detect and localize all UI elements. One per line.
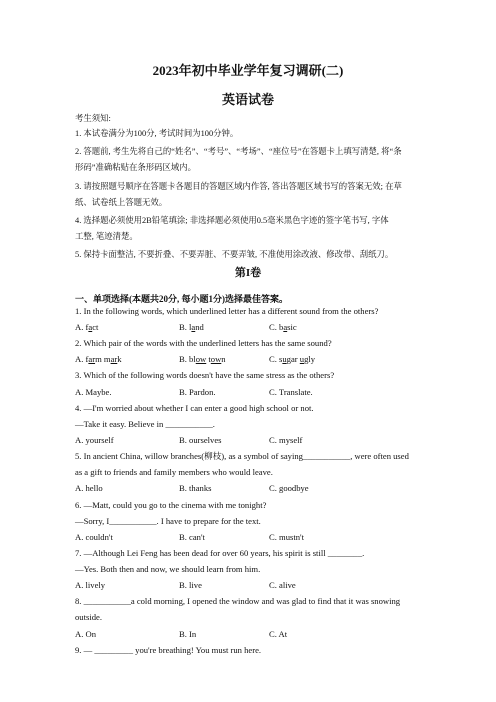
- question-stem: —Sorry, I___________. I have to prepare for the text.: [75, 516, 261, 526]
- question-stem: 1. In the following words, which underlined letter has a different sound from the others?: [75, 306, 379, 316]
- option-a: A. yourself: [75, 435, 114, 445]
- option-c: C. goodbye: [269, 483, 309, 493]
- question-stem: 6. —Matt, could you go to the cinema with me tonight?: [75, 500, 267, 510]
- option-b: B. thanks: [179, 483, 212, 493]
- option-b: B. ourselves: [179, 435, 222, 445]
- exam-title: 2023年初中毕业学年复习调研(二): [152, 63, 344, 78]
- part-title: 一、单项选择(本题共20分, 每小题1分)选择最佳答案。: [75, 294, 288, 304]
- notice-line: 5. 保持卡面整洁, 不要折叠、不要弄脏、不要弄皱, 不准使用涂改液、修改带、刮纸刀。: [75, 250, 394, 259]
- option-c: C. mustn't: [269, 532, 304, 542]
- option-c: C. basic: [269, 322, 297, 332]
- question-stem: outside.: [75, 612, 102, 622]
- notice-line: 4. 选择题必须使用2B铅笔填涂; 非选择题必须使用0.5毫米黑色字迹的签字笔书写, 字体: [75, 216, 389, 225]
- notice-line: 工整, 笔迹清楚。: [75, 232, 138, 241]
- question-stem: —Take it easy. Believe in ___________.: [75, 419, 215, 429]
- question-stem: 2. Which pair of the words with the underlined letters has the same sound?: [75, 338, 332, 348]
- notice-line: 纸、试卷纸上答题无效。: [75, 198, 168, 207]
- option-b: B. live: [179, 580, 202, 590]
- option-c: C. Translate.: [269, 387, 313, 397]
- option-a: A. couldn't: [75, 532, 113, 542]
- notice-line: 2. 答题前, 考生先将自己的“姓名”、“考号”、“考场”、“座位号”在答题卡上填写清楚, 将“条: [75, 147, 402, 156]
- section-title: 第I卷: [234, 267, 262, 279]
- question-stem: 9. — _________ you're breathing! You must run here.: [75, 645, 262, 655]
- question-stem: as a gift to friends and family members who would leave.: [75, 467, 273, 477]
- option-a: A. On: [75, 629, 97, 639]
- option-a: A. farm mark: [75, 354, 122, 364]
- option-b: B. In: [179, 629, 197, 639]
- notice-heading: 考生须知:: [75, 114, 111, 123]
- option-c: C. alive: [269, 580, 296, 590]
- notice-line: 1. 本试卷满分为100分, 考试时间为100分钟。: [75, 129, 239, 138]
- question-stem: 8. ___________a cold morning, I opened the window and was glad to find that it was snowing: [75, 596, 401, 606]
- notice-line: 形码”准确粘贴在条形码区域内。: [75, 163, 196, 172]
- option-a: A. lively: [75, 580, 106, 590]
- question-stem: —Yes. Both then and now, we should learn from him.: [75, 564, 261, 574]
- option-b: B. land: [179, 322, 204, 332]
- option-a: A. fact: [75, 322, 99, 332]
- exam-subtitle: 英语试卷: [221, 92, 274, 107]
- option-b: B. blow town: [179, 354, 226, 364]
- option-c: C. myself: [269, 435, 303, 445]
- option-b: B. can't: [179, 532, 205, 542]
- question-stem: 3. Which of the following words doesn't have the same stress as the others?: [75, 370, 335, 380]
- option-c: C. sugar ugly: [269, 354, 316, 364]
- option-c: C. At: [269, 629, 288, 639]
- option-b: B. Pardon.: [179, 387, 216, 397]
- option-a: A. hello: [75, 483, 103, 493]
- question-stem: 5. In ancient China, willow branches(柳枝), as a symbol of saying___________, were often used: [75, 451, 409, 461]
- question-stem: 4. —I'm worried about whether I can enter a good high school or not.: [75, 403, 314, 413]
- notice-line: 3. 请按照题号顺序在答题卡各题目的答题区域内作答, 答出答题区域书写的答案无效; 在草: [75, 182, 402, 191]
- option-a: A. Maybe.: [75, 387, 112, 397]
- question-stem: 7. —Although Lei Feng has been dead for over 60 years, his spirit is still ________.: [75, 548, 365, 558]
